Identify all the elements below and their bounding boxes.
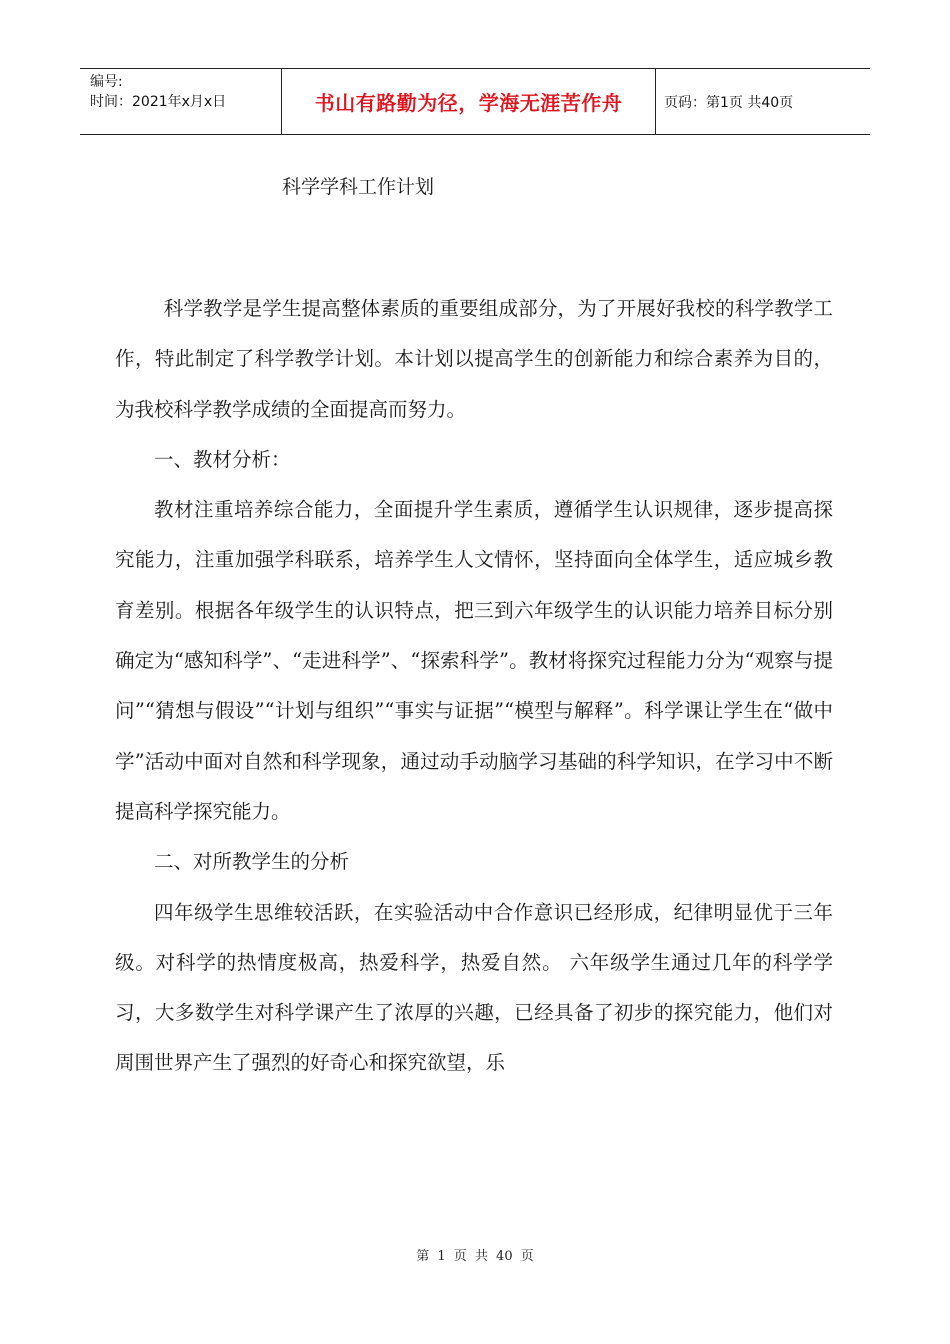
document-time-label: 时间：2021年x月x日 <box>90 94 227 110</box>
header-motto-cell <box>282 69 656 134</box>
header-motto: 书山有路勤为径，学海无涯苦作舟 <box>314 91 623 115</box>
document-body <box>115 284 833 1089</box>
section-heading-student-analysis: 二、对所教学生的分析 <box>154 850 350 874</box>
page-footer: 第 1 页 共 40 页 <box>416 1249 534 1264</box>
header-page-cell <box>656 69 870 134</box>
document-title: 科学学科工作计划 <box>282 176 435 198</box>
section-heading-textbook-analysis: 一、教材分析： <box>154 447 291 471</box>
textbook-analysis-paragraph: 教材注重培养综合能力，全面提升学生素质，遵循学生认识规律，逐步提高探究能力，注重加强学科联系，培养学生人文情怀，坚持面向全体学生，适应城乡教育差别。根据各年级学生的认识特点，把三到六年级学生的认识能力培养目标分别确定为“感知科学”、“走进科学”、“探索科学”。教材将探究过程能力分为“观察与提问”“猜想与假设”“计划与组织”“事实与证据”“模型与解释”。科学课让学生在“做中学”活动中面对自然和科学现象，通过动手动脑学习基础的科学知识，在学习中不断提高科学探究能力。 <box>115 498 833 823</box>
document-number-label: 编号: <box>90 74 123 90</box>
header-table <box>80 68 870 135</box>
intro-paragraph: 科学教学是学生提高整体素质的重要组成部分，为了开展好我校的科学教学工作，特此制定了科学教学计划。本计划以提高学生的创新能力和综合素养为目的，为我校科学教学成绩的全面提高而努力。 <box>115 297 833 421</box>
header-meta-cell <box>80 69 282 134</box>
header-page-info: 页码：第1页 共40页 <box>664 94 794 111</box>
student-analysis-paragraph: 四年级学生思维较活跃，在实验活动中合作意识已经形成，纪律明显优于三年级。对科学的热情度极高，热爱科学，热爱自然。 六年级学生通过几年的科学学习，大多数学生对科学课产生了浓厚的兴趣，已经具备了初步的探究能力，他们对周围世界产生了强烈的好奇心和探究欲望，乐 <box>115 900 833 1075</box>
